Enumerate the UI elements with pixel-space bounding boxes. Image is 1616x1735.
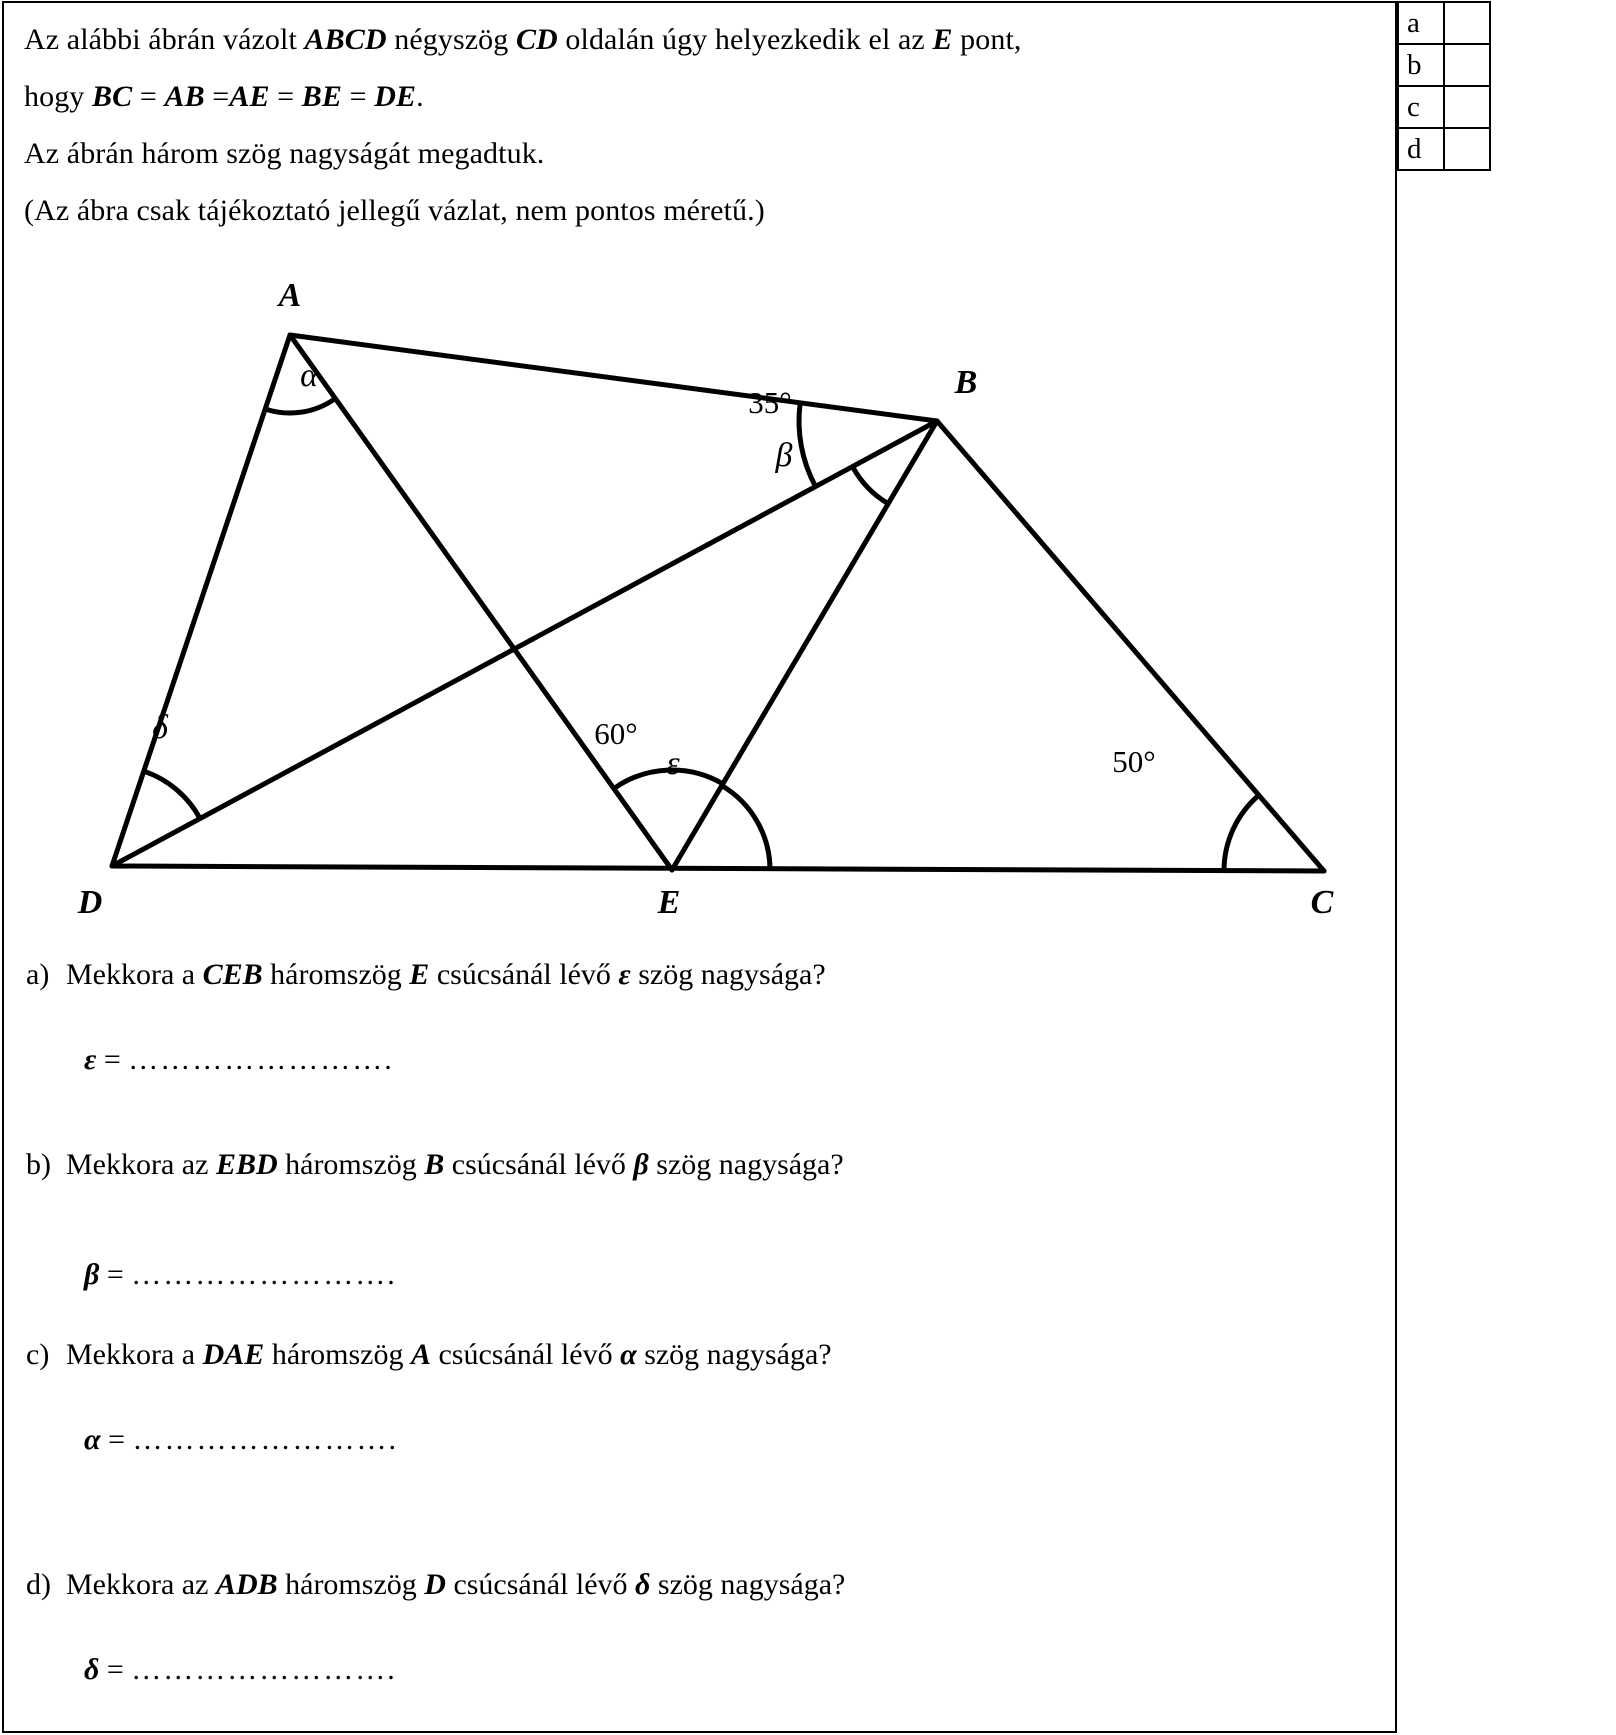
emphasis-text: β bbox=[633, 1148, 649, 1181]
vertex-label-A: A bbox=[278, 276, 302, 314]
answer-grid-key-c: c bbox=[1398, 86, 1444, 128]
answer-equals-sign: = bbox=[96, 1043, 129, 1076]
answer-grid-row bbox=[1398, 86, 1490, 128]
diagram-angle-labels bbox=[152, 357, 1156, 782]
answer-line-a[interactable] bbox=[84, 1043, 394, 1077]
plain-text: csúcsánál lévő bbox=[444, 1148, 634, 1181]
angle-arc-50-at-C bbox=[1224, 795, 1259, 870]
angle-label-δ-at-D: δ bbox=[152, 708, 168, 746]
emphasis-text: BE bbox=[301, 80, 343, 113]
emphasis-text: D bbox=[424, 1568, 446, 1601]
answer-grid-score-cell-b[interactable] bbox=[1444, 44, 1490, 86]
segment-BC bbox=[937, 421, 1324, 871]
question-b bbox=[4, 1148, 844, 1182]
answer-dotted-blank[interactable]: ……………………. bbox=[131, 1258, 397, 1291]
answer-symbol: β bbox=[84, 1258, 100, 1291]
answer-grid bbox=[1397, 1, 1491, 171]
segment-AB bbox=[290, 335, 937, 421]
answer-dotted-blank[interactable]: ……………………. bbox=[132, 1423, 399, 1456]
segment-BD bbox=[112, 421, 937, 866]
emphasis-text: CEB bbox=[202, 958, 263, 991]
intro-line bbox=[24, 125, 1264, 182]
answer-grid-row bbox=[1398, 128, 1490, 170]
angle-label-35deg-at-B: 35° bbox=[748, 385, 792, 421]
emphasis-text: ABCD bbox=[304, 23, 387, 56]
emphasis-text: α bbox=[620, 1338, 637, 1371]
intro-line bbox=[24, 182, 1264, 239]
emphasis-text: δ bbox=[635, 1568, 651, 1601]
question-marker: c) bbox=[26, 1338, 50, 1371]
emphasis-text: ε bbox=[618, 958, 631, 991]
angle-label-β-at-B: β bbox=[775, 436, 793, 474]
plain-text: szög nagysága? bbox=[650, 1568, 846, 1601]
plain-text: Az alábbi ábrán vázolt bbox=[24, 23, 305, 56]
plain-text: csúcsánál lévő bbox=[429, 958, 619, 991]
angle-label-α-at-A: α bbox=[300, 356, 318, 394]
vertex-label-D: D bbox=[77, 883, 103, 918]
segment-DC bbox=[112, 866, 1324, 871]
plain-text: háromszög bbox=[264, 1338, 411, 1371]
plain-text: Az ábrán három szög nagyságát megadtuk. bbox=[24, 137, 545, 170]
angle-arc-beta-at-B bbox=[853, 467, 889, 504]
plain-text: Mekkora a bbox=[66, 1338, 203, 1371]
answer-grid-key-d: d bbox=[1398, 128, 1444, 170]
plain-text: Mekkora az bbox=[66, 1568, 216, 1601]
emphasis-text: ADB bbox=[215, 1568, 278, 1601]
plain-text: négyszög bbox=[386, 23, 516, 56]
answer-equals-sign: = bbox=[100, 1423, 133, 1456]
vertex-label-B: B bbox=[954, 363, 978, 401]
emphasis-text: DE bbox=[374, 80, 417, 113]
question-marker: b) bbox=[26, 1148, 51, 1181]
worksheet-frame bbox=[2, 1, 1397, 1733]
plain-text: szög nagysága? bbox=[648, 1148, 844, 1181]
answer-grid-score-cell-d[interactable] bbox=[1444, 128, 1490, 170]
answer-dotted-blank[interactable]: ……………………. bbox=[128, 1043, 394, 1076]
geometry-diagram-svg bbox=[4, 253, 1397, 918]
emphasis-text: E bbox=[932, 23, 953, 56]
plain-text: csúcsánál lévő bbox=[445, 1568, 636, 1601]
emphasis-text: AE bbox=[229, 80, 270, 113]
angle-arc-delta-at-D bbox=[144, 771, 200, 818]
answer-equals-sign: = bbox=[99, 1653, 132, 1686]
answer-symbol: α bbox=[84, 1423, 101, 1456]
vertex-label-C: C bbox=[1310, 883, 1334, 918]
question-text bbox=[66, 1148, 844, 1182]
answer-line-c[interactable] bbox=[84, 1423, 398, 1457]
emphasis-text: E bbox=[409, 958, 430, 991]
plain-text: Mekkora a bbox=[66, 958, 203, 991]
plain-text: szög nagysága? bbox=[630, 958, 826, 991]
question-marker: a) bbox=[26, 958, 50, 991]
segment-BE bbox=[672, 421, 937, 870]
answer-grid-row bbox=[1398, 2, 1490, 44]
emphasis-text: CD bbox=[515, 23, 558, 56]
emphasis-text: A bbox=[410, 1338, 431, 1371]
angle-label-ε-at-E: ε bbox=[666, 744, 680, 782]
emphasis-text: BC bbox=[92, 80, 133, 113]
emphasis-text: AB bbox=[164, 80, 205, 113]
plain-text: háromszög bbox=[262, 958, 410, 991]
answer-dotted-blank[interactable]: ……………………. bbox=[131, 1653, 397, 1686]
question-c bbox=[4, 1338, 832, 1372]
vertex-label-E: E bbox=[657, 883, 681, 918]
plain-text: . bbox=[416, 80, 424, 113]
question-marker: d) bbox=[26, 1568, 51, 1601]
diagram-angle-arcs bbox=[144, 398, 1259, 870]
answer-line-d[interactable] bbox=[84, 1653, 397, 1687]
angle-label-60deg-at-E: 60° bbox=[594, 716, 638, 752]
plain-text: oldalán úgy helyezkedik el az bbox=[557, 23, 933, 56]
angle-label-50deg-at-C: 50° bbox=[1112, 744, 1156, 780]
plain-text: csúcsánál lévő bbox=[430, 1338, 621, 1371]
question-text bbox=[66, 1338, 832, 1372]
intro-text-block bbox=[24, 11, 1264, 239]
plain-text: háromszög bbox=[277, 1568, 425, 1601]
answer-symbol: δ bbox=[84, 1653, 100, 1686]
answer-grid-row bbox=[1398, 44, 1490, 86]
angle-arc-35-at-B bbox=[799, 403, 816, 487]
angle-arc-epsilon-at-E bbox=[722, 786, 770, 871]
plain-text: Mekkora az bbox=[66, 1148, 216, 1181]
answer-symbol: ε bbox=[84, 1043, 97, 1076]
plain-text: szög nagysága? bbox=[636, 1338, 832, 1371]
question-a bbox=[4, 958, 826, 992]
answer-grid-score-cell-c[interactable] bbox=[1444, 86, 1490, 128]
answer-grid-score-cell-a[interactable] bbox=[1444, 2, 1490, 44]
emphasis-text: DAE bbox=[202, 1338, 265, 1371]
plain-text: háromszög bbox=[277, 1148, 425, 1181]
plain-text: = bbox=[269, 80, 302, 113]
emphasis-text: EBD bbox=[215, 1148, 278, 1181]
plain-text: pont, bbox=[952, 23, 1022, 56]
question-d bbox=[4, 1568, 845, 1602]
intro-line bbox=[24, 68, 1264, 125]
question-text bbox=[66, 1568, 845, 1602]
geometry-figure bbox=[4, 253, 1397, 918]
answer-grid-key-b: b bbox=[1398, 44, 1444, 86]
answer-equals-sign: = bbox=[99, 1258, 132, 1291]
plain-text: = bbox=[342, 80, 375, 113]
plain-text: hogy bbox=[24, 80, 92, 113]
answer-line-b[interactable] bbox=[84, 1258, 397, 1292]
intro-line bbox=[24, 11, 1264, 68]
plain-text: = bbox=[132, 80, 165, 113]
question-text bbox=[66, 958, 826, 992]
plain-text: (Az ábra csak tájékoztató jellegű vázlat, nem pontos méretű.) bbox=[24, 194, 765, 227]
plain-text: = bbox=[204, 80, 230, 113]
diagram-vertex-labels bbox=[77, 277, 1334, 918]
angle-arc-alpha-at-A bbox=[265, 398, 335, 413]
emphasis-text: B bbox=[424, 1148, 445, 1181]
answer-grid-key-a: a bbox=[1398, 2, 1444, 44]
